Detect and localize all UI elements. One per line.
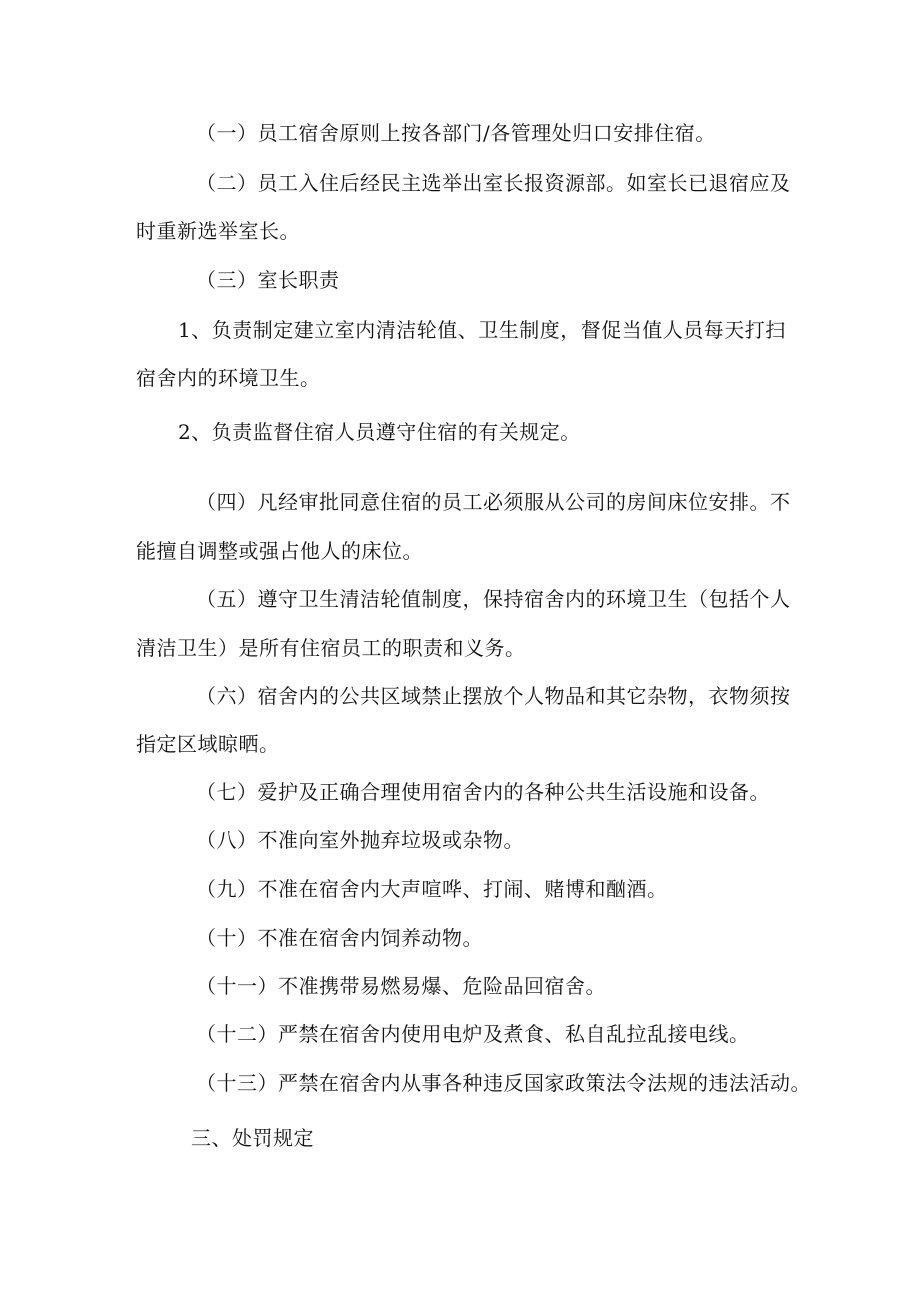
paragraph-line: （七）爱护及正确合理使用宿舍内的各种公共生活设施和设备。 [196,780,770,804]
paragraph-line: 清洁卫生）是所有住宿员工的职责和义务。 [136,636,526,660]
paragraph-line: （二）员工入住后经民主选举出室长报资源部。如室长已退宿应及 [196,171,791,195]
paragraph-line: 能擅自调整或强占他人的床位。 [136,539,423,563]
paragraph-line: 2、负责监督住宿人员遵守住宿的有关规定。 [178,420,581,444]
paragraph-line: （四）凡经审批同意住宿的员工必须服从公司的房间床位安排。不 [196,490,791,514]
paragraph-line: 时重新选举室长。 [136,219,300,243]
paragraph-line: 宿舍内的环境卫生。 [136,366,321,390]
paragraph-line: （六）宿舍内的公共区域禁止摆放个人物品和其它杂物，衣物须按 [196,684,791,708]
paragraph-heading: （三）室长职责 [196,268,340,292]
paragraph-line: 1、负责制定建立室内清洁轮值、卫生制度，督促当值人员每天打扫 [178,318,786,342]
paragraph-line: （一）员工宿舍原则上按各部门/各管理处归口安排住宿。 [196,121,716,145]
section-heading: 三、处罚规定 [191,1126,314,1150]
paragraph-line: 指定区域晾晒。 [136,732,280,756]
paragraph-line: （十）不准在宿舍内饲养动物。 [196,926,483,950]
paragraph-line: （十二）严禁在宿舍内使用电炉及煮食、私自乱拉乱接电线。 [196,1022,750,1046]
paragraph-line: （十三）严禁在宿舍内从事各种违反国家政策法令法规的违法活动。 [196,1071,811,1095]
paragraph-line: （十一）不准携带易燃易爆、危险品回宿舍。 [196,974,606,998]
paragraph-line: （九）不准在宿舍内大声喧哗、打闹、赌博和酗酒。 [196,877,668,901]
paragraph-line: （五）遵守卫生清洁轮值制度，保持宿舍内的环境卫生（包括个人 [196,587,791,611]
paragraph-line: （八）不准向室外抛弃垃圾或杂物。 [196,828,524,852]
